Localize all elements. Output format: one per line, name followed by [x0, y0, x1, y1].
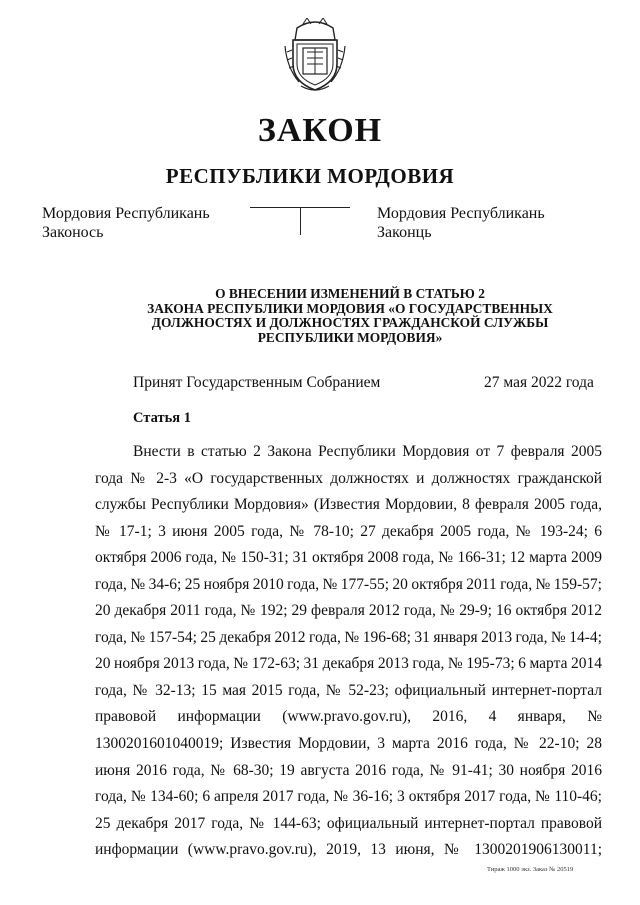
adopted-by: Принят Государственным Собранием — [133, 374, 381, 391]
erzya-title-line-2: Законць — [377, 224, 432, 241]
law-heading — [100, 287, 600, 345]
coat-of-arms-emblem — [283, 18, 347, 94]
law-heading-line-1: О ВНЕСЕНИИ ИЗМЕНЕНИЙ В СТАТЬЮ 2 — [215, 286, 485, 301]
document-title: ЗАКОН — [257, 112, 383, 149]
article-body-text: Внести в статью 2 Закона Республики Мордовия от 7 февраля 2005 года № 2-3 «О государственных должностях и должностях гражданской службы Республики Мордовия» (Известия Мордовии, 8 февраля 2005 года, № 17-1; 3 июня 2005 года, № 78-10; 27 декабря 2005 года, № 193-24; 6 октября 2006 года, № 150-31; 31 октября 2008 года, № 166-31; 12 марта 2009 года, № 34-6; 25 ноября 2010 года, № 177-55; 20 октября 2011 года, № 159-57; 20 декабря 2011 года, № 192; 29 февраля 2012 года, № 29-9; 16 октября 2012 года, № 157-54; 25 декабря 2012 года, № 196-68; 31 января 2013 года, № 14-4; 20 ноября 2013 года, № 172-63; 31 декабря 2013 года, № 195-73; 6 марта 2014 года, № 32-13; 15 мая 2015 года, № 52-23; официальный интернет-портал правовой информации (www.pravo.gov.ru), 2016, 4 января, № 1300201601040019; Известия Мордовии, 3 марта 2016 года, № 22-10; 28 июня 2016 года, № 68-30; 19 августа 2016 года, № 91-41; 30 ноября 2016 года, № 134-60; 6 апреля 2017 года, № 36-16; 3 октября 2017 года, № 110-46; 25 декабря 2017 года, № 144-63; официальный интернет-портал правовой информации (www.pravo.gov.ru), 2019, 13 июня, № 1300201906130011; — [95, 443, 602, 859]
article-body — [95, 439, 602, 864]
document-subtitle: РЕСПУБЛИКИ МОРДОВИЯ — [165, 164, 455, 188]
moksha-title-block — [42, 204, 210, 242]
erzya-title-block — [377, 204, 545, 242]
law-heading-line-4: РЕСПУБЛИКИ МОРДОВИЯ» — [257, 329, 443, 345]
moksha-title-line-2: Законось — [42, 224, 104, 241]
moksha-title-line-1: Мордовия Республикань — [42, 205, 210, 222]
article-title: Статья 1 — [133, 410, 191, 426]
title-divider-vertical — [300, 207, 301, 235]
adopted-date: 27 мая 2022 года — [484, 374, 594, 391]
law-heading-line-2: ЗАКОНА РЕСПУБЛИКИ МОРДОВИЯ «О ГОСУДАРСТВЕННЫХ — [147, 300, 553, 316]
erzya-title-line-1: Мордовия Республикань — [377, 205, 545, 222]
law-heading-line-3: ДОЛЖНОСТЯХ И ДОЛЖНОСТЯХ ГРАЖДАНСКОЙ СЛУЖБЫ — [151, 315, 549, 330]
print-run-note: Тираж 1000 экз. Заказ № 20519 — [487, 866, 574, 873]
